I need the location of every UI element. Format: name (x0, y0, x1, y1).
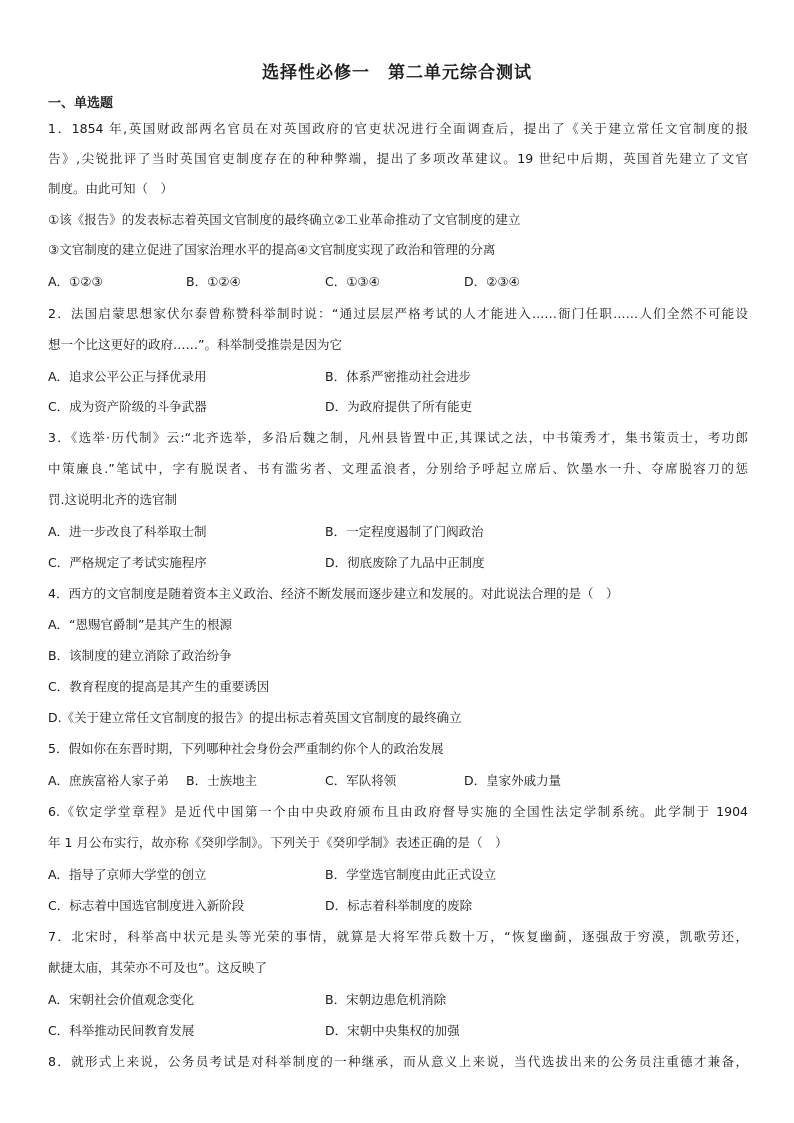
q3-line-3: 罚.这说明北齐的选官制 (48, 492, 177, 507)
q1-option-c: C．①③④ (325, 274, 380, 289)
q3-line-1: 3．《选举·历代制》云:“北齐选举，多沿后魏之制，凡州县皆置中正,其课试之法，中书策秀才，集书策贡士，考功郎 (48, 430, 748, 445)
q7-option-b: B．宋朝边患危机消除 (325, 992, 447, 1007)
q2-option-a: A．追求公平公正与择优录用 (48, 369, 207, 384)
q1-option-b: B．①②④ (186, 274, 241, 289)
q3-line-2: 中策廉良.”笔试中，字有脱误者、书有滥劣者、文理孟浪者，分别给予呼起立席后、饮墨水一升、夺席脱容刀的惩 (48, 461, 748, 476)
q1-line-2: 告》,尖锐批评了当时英国官吏制度存在的种种弊端，提出了多项改革建议。19 世纪中后期，英国首先建立了文官 (48, 151, 748, 166)
q4-option-a: A．“恩赐官爵制”是其产生的根源 (48, 617, 233, 632)
q1-statement-2: ③文官制度的建立促进了国家治理水平的提高④文官制度实现了政治和管理的分离 (48, 242, 496, 257)
q5-line-1: 5．假如你在东晋时期，下列哪种社会身份会严重制约你个人的政治发展 (48, 741, 444, 756)
q2-option-c: C．成为资产阶级的斗争武器 (48, 399, 207, 414)
q7-option-d: D．宋朝中央集权的加强 (325, 1023, 460, 1038)
q5-option-a: A．庶族富裕人家子弟 (48, 773, 170, 788)
q8-line-1: 8．就形式上来说，公务员考试是对科举制度的一种继承，而从意义上来说，当代选拔出来的公务员注重德才兼备， (48, 1054, 748, 1069)
q3-option-c: C．严格规定了考试实施程序 (48, 555, 207, 570)
q5-option-c: C．军队将领 (325, 773, 397, 788)
q6-line-2: 年 1 月公布实行，故亦称《癸卯学制》。下列关于《癸卯学制》表述正确的是（ ） (48, 835, 508, 850)
q5-option-d: D．皇家外戚力量 (464, 773, 562, 788)
q1-option-a: A．①②③ (48, 274, 103, 289)
page-title: 选择性必修一 第二单元综合测试 (262, 63, 532, 83)
q7-line-1: 7．北宋时，科举高中状元是头等光荣的事情，就算是大将军带兵数十万，“恢复幽蓟，逐强敌于穷漠，凯歌劳还， (48, 929, 748, 944)
q2-line-1: 2．法国启蒙思想家伏尔泰曾称赞科举制时说：“通过层层严格考试的人才能进入……衙门任职……人们全然不可能设 (48, 306, 748, 321)
q2-line-2: 想一个比这更好的政府……”。科举制受推崇是因为它 (48, 337, 342, 352)
q4-option-b: B．该制度的建立消除了政治纷争 (48, 648, 232, 663)
q7-option-a: A．宋朝社会价值观念变化 (48, 992, 195, 1007)
q6-option-b: B．学堂选官制度由此正式设立 (325, 867, 497, 882)
q3-option-b: B．一定程度遏制了门阀政治 (325, 524, 484, 539)
q6-line-1: 6.《钦定学堂章程》是近代中国第一个由中央政府颁布且由政府督导实施的全国性法定学制系统。此学制于 1904 (48, 804, 748, 819)
q3-option-d: D．彻底废除了九品中正制度 (325, 555, 485, 570)
q4-option-c: C．教育程度的提高是其产生的重要诱因 (48, 679, 270, 694)
q1-option-d: D．②③④ (464, 274, 520, 289)
q3-option-a: A．进一步改良了科举取士制 (48, 524, 207, 539)
q1-line-3: 制度。由此可知（ ） (48, 181, 174, 196)
q6-option-d: D．标志着科举制度的废除 (325, 898, 473, 913)
q4-line-1: 4．西方的文官制度是随着资本主义政治、经济不断发展而逐步建立和发展的。对此说法合理的是（ ） (48, 586, 619, 601)
q6-option-c: C．标志着中国选官制度进入新阶段 (48, 898, 245, 913)
q1-statement-1: ①该《报告》的发表标志着英国文官制度的最终确立②工业革命推动了文官制度的建立 (48, 212, 521, 227)
q2-option-b: B．体系严密推动社会进步 (325, 369, 472, 384)
q5-option-b: B．士族地主 (186, 773, 258, 788)
q4-option-d: D.《关于建立常任文官制度的报告》的提出标志着英国文官制度的最终确立 (48, 710, 462, 725)
q7-option-c: C．科举推动民间教育发展 (48, 1023, 195, 1038)
q7-line-2: 献捷太庙，其荣亦不可及也”。这反映了 (48, 960, 267, 975)
q2-option-d: D．为政府提供了所有能吏 (325, 399, 473, 414)
q6-option-a: A．指导了京师大学堂的创立 (48, 867, 207, 882)
q1-line-1: 1．1854 年,英国财政部两名官员在对英国政府的官吏状况进行全面调查后，提出了《关于建立常任文官制度的报 (48, 121, 748, 136)
section-heading: 一、单选题 (48, 96, 114, 111)
